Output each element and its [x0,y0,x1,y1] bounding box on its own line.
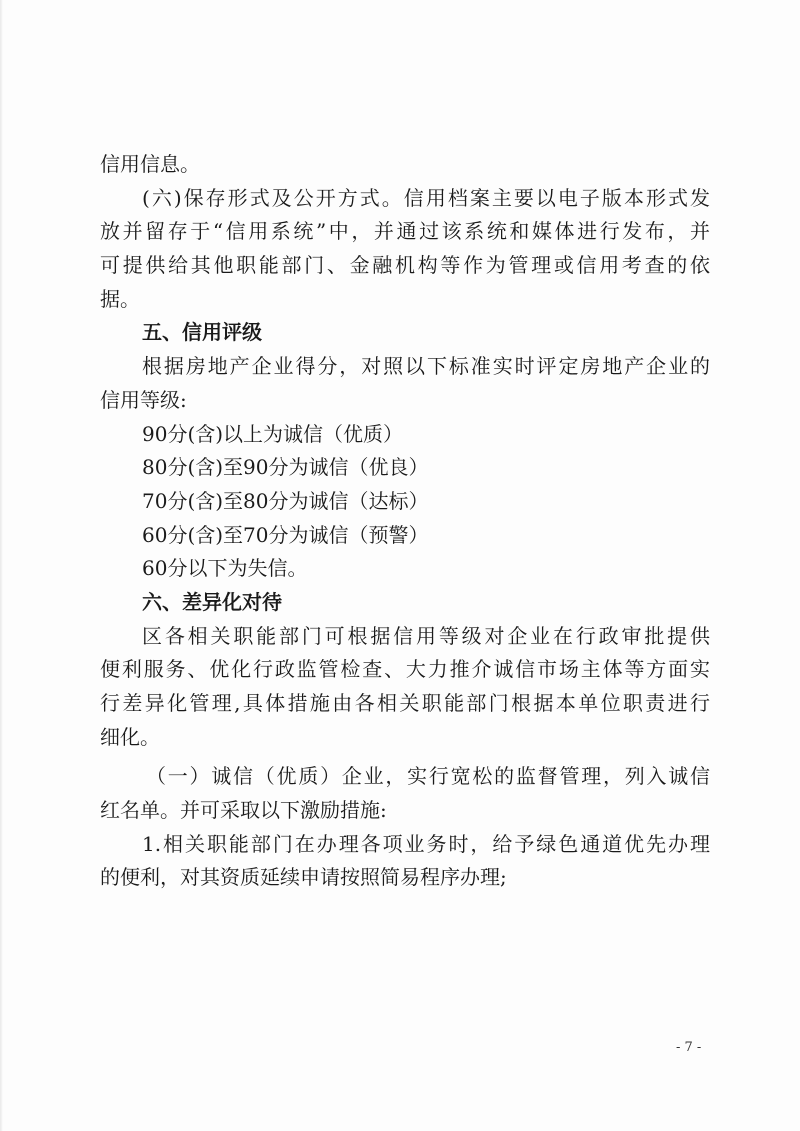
text-line: 1.相关职能部门在办理各项业务时，给予绿色通道优先办理 [142,831,710,856]
section-heading-credit-rating: 五、信用评级 [142,320,262,345]
grade-item: 60分以下为失信。 [142,556,308,581]
text-line: （一）诚信（优质）企业，实行宽松的监督管理，列入诚信 [146,764,710,789]
text-line: 信用信息。 [100,152,200,176]
text-line: 信用等级: [100,387,187,412]
section-heading-differentiated-treatment: 六、差异化对待 [142,589,282,614]
text-line: 根据房地产企业得分，对照以下标准实时评定房地产企业的 [142,354,710,379]
text-line: 放并留存于“信用系统”中，并通过该系统和媒体进行发布，并 [100,219,710,244]
body-text [100,148,710,895]
grade-item: 70分(含)至80分为诚信（达标） [142,488,429,513]
grade-item: 80分(含)至90分为诚信（优良） [142,455,429,480]
page-number: - 7 - [676,1040,702,1055]
grade-item: 60分(含)至70分为诚信（预警） [142,522,429,547]
text-line: 可提供给其他职能部门、金融机构等作为管理或信用考查的依 [100,253,710,278]
text-line: 便利服务、优化行政监管检查、大力推介诚信市场主体等方面实 [100,657,710,682]
text-line: 红名单。并可采取以下激励措施: [100,798,387,823]
scan-edge [0,0,3,1131]
text-line: 行差异化管理,具体措施由各相关职能部门根据本单位职责进行 [100,691,710,715]
text-line: 区各相关职能部门可根据信用等级对企业在行政审批提供 [142,623,710,648]
text-line: 据。 [100,286,140,311]
text-line: 的便利，对其资质延续申请按照简易程序办理; [100,865,507,890]
text-line: (六)保存形式及公开方式。信用档案主要以电子版本形式发 [142,185,710,210]
grade-item: 90分(含)以上为诚信（优质） [142,421,404,446]
text-line: 细化。 [100,724,160,749]
